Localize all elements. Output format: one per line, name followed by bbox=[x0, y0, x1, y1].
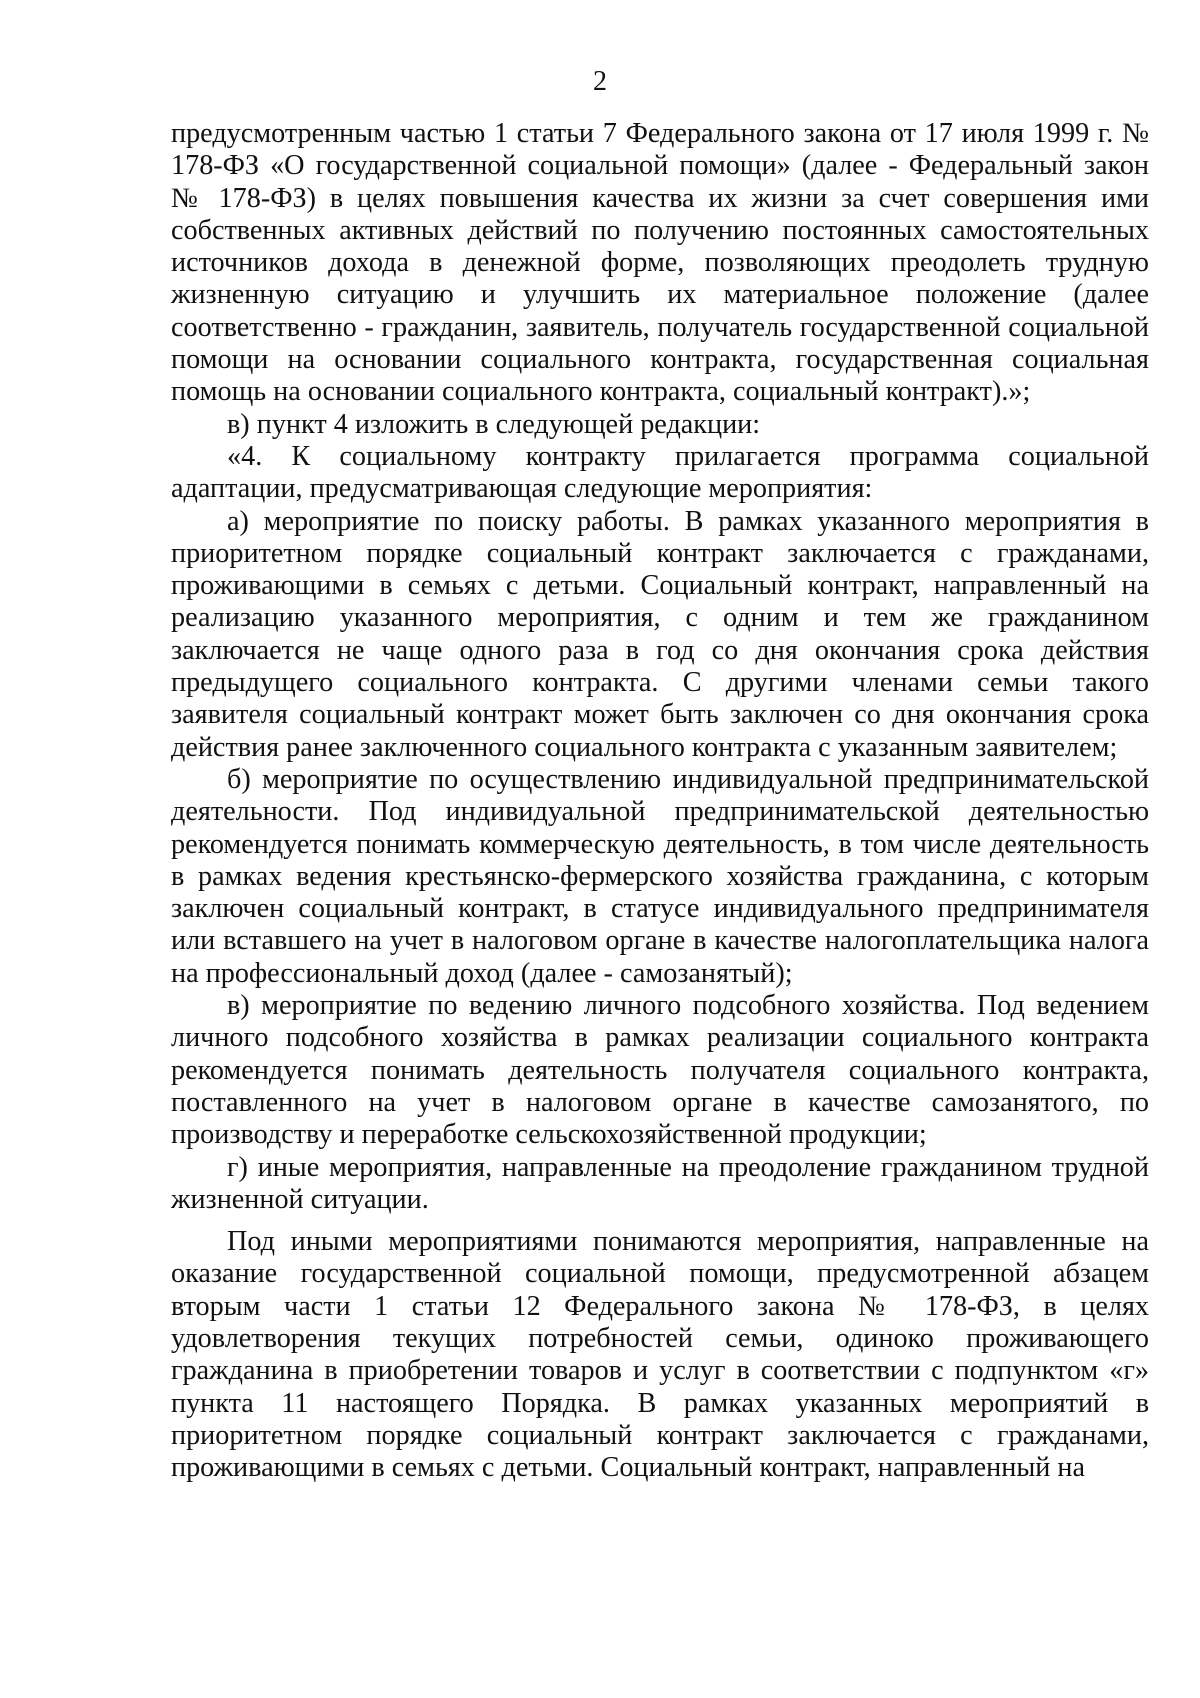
paragraph-continuation: предусмотренным частью 1 статьи 7 Федерального закона от 17 июля 1999 г. № 178-ФЗ «О государственной социальной помощи» (далее - Федеральный закон № 178-ФЗ) в целях повышения качества их жизни за счет совершения ими собственных активных действий по получению постоянных самостоятельных источников дохода в денежной форме, позволяющих преодолеть трудную жизненную ситуацию и улучшить их материальное положение (далее соответственно - гражданин, заявитель, получатель государственной социальной помощи на основании социального контракта, государственная социальная помощь на основании социального контракта, социальный контракт).»; bbox=[171, 118, 1149, 408]
paragraph-subitem-g: г) иные мероприятия, направленные на преодоление гражданином трудной жизненной ситуации. bbox=[171, 1151, 1149, 1215]
paragraph-other-measures: Под иными мероприятиями понимаются мероприятия, направленные на оказание государственной социальной помощи, предусмотренной абзацем вторым части 1 статьи 12 Федерального закона № 178-ФЗ, в целях удовлетворения текущих потребностей семьи, одиноко проживающего гражданина в приобретении товаров и услуг в соответствии с подпунктом «г» пункта 11 настоящего Порядка. В рамках указанных мероприятий в приоритетном порядке социальный контракт заключается с гражданами, проживающими в семьях с детьми. Социальный контракт, направленный на bbox=[171, 1226, 1149, 1484]
paragraph-subitem-b: б) мероприятие по осуществлению индивидуальной предпринимательской деятельности. Под индивидуальной предпринимательской деятельностью рекомендуется понимать коммерческую деятельность, в том числе деятельность в рамках ведения крестьянско-фермерского хозяйства гражданина, с которым заключен социальный контракт, в статусе индивидуального предпринимателя или вставшего на учет в налоговом органе в качестве налогоплательщика налога на профессиональный доход (далее - самозанятый); bbox=[171, 763, 1149, 989]
document-body bbox=[171, 118, 1149, 1484]
page-number: 2 bbox=[593, 66, 607, 97]
paragraph-subitem-v: в) мероприятие по ведению личного подсобного хозяйства. Под ведением личного подсобного хозяйства в рамках реализации социального контракта рекомендуется понимать деятельность получателя социального контракта, поставленного на учет в налоговом органе в качестве самозанятого, по производству и переработке сельскохозяйственной продукции; bbox=[171, 990, 1149, 1151]
paragraph-subitem-a: а) мероприятие по поиску работы. В рамках указанного мероприятия в приоритетном порядке социальный контракт заключается с гражданами, проживающими в семьях с детьми. Социальный контракт, направленный на реализацию указанного мероприятия, с одним и тем же гражданином заключается не чаще одного раза в год со дня окончания срока действия предыдущего социального контракта. С другими членами семьи такого заявителя социальный контракт может быть заключен со дня окончания срока действия ранее заключенного социального контракта с указанным заявителем; bbox=[171, 505, 1149, 763]
paragraph-item-v: в) пункт 4 изложить в следующей редакции: bbox=[227, 408, 761, 440]
paragraph-point-4: «4. К социальному контракту прилагается программа социальной адаптации, предусматривающая следующие мероприятия: bbox=[171, 440, 1149, 505]
